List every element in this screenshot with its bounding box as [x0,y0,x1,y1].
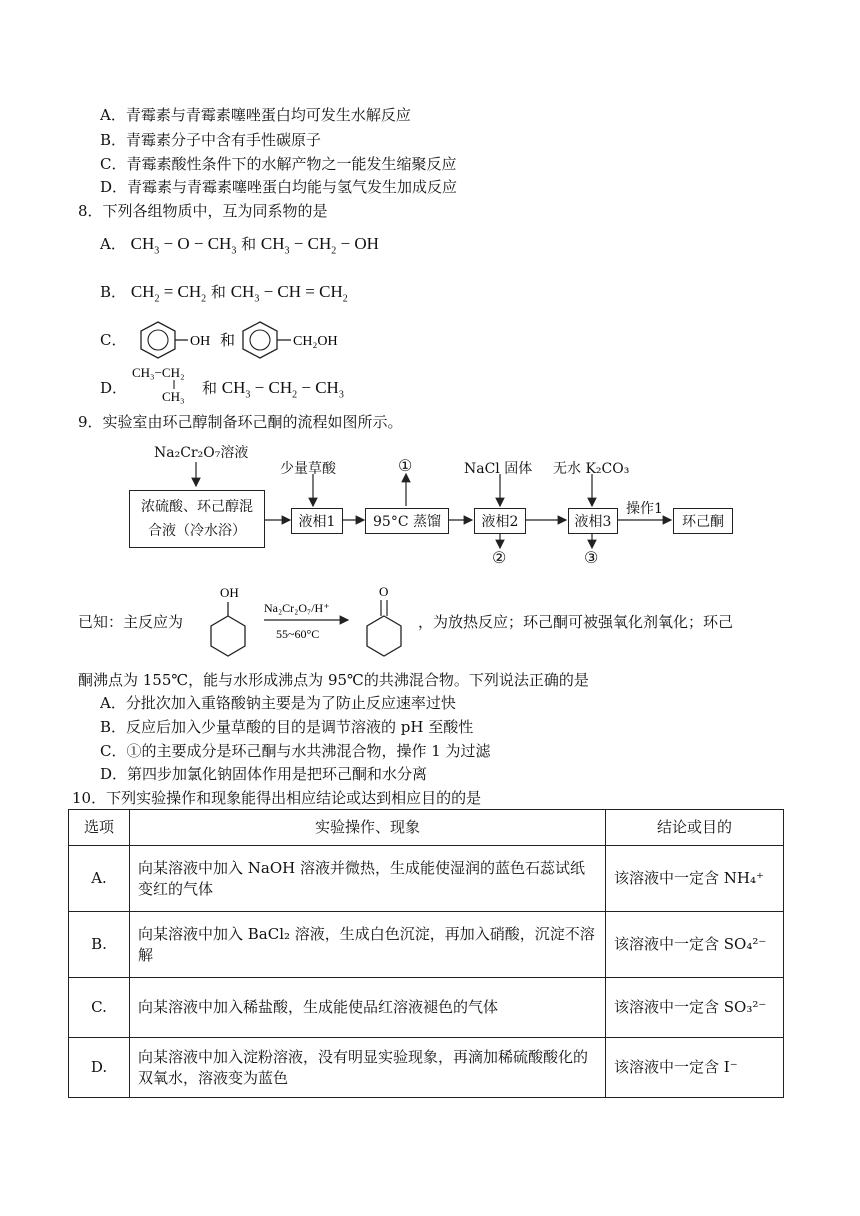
q7-option-d: D．青霉素与青霉素噻唑蛋白均能与氢气发生加成反应 [100,178,458,196]
q8-c-and: 和 [220,331,236,349]
q8-option-a [100,234,379,257]
reaction-temperature: 55~60°C [276,627,320,641]
q9-stem: 9．实验室由环己醇制备环己酮的流程如图所示。 [78,413,403,431]
liquid-phase-3-box: 液相3 [568,508,618,534]
table-header-row [69,810,784,846]
phenol-oh-label: OH [190,334,211,349]
q9-option-a: A．分批次加入重铬酸钠主要是为了防止反应速率过快 [100,694,456,712]
q8-letter-c: C． [100,331,127,349]
reagent-nacl: NaCl 固体 [464,461,533,477]
row-conclusion: 该溶液中一定含 SO₃²⁻ [606,978,784,1038]
phenol-structure [141,322,210,358]
q9-reaction-scheme [196,582,426,662]
header-conclusion: 结论或目的 [606,810,784,846]
q8-a-formula-2: $CH_3 - CH_2$ − OH [260,234,379,257]
q8-b-formula-2: $CH_3$ − CH = $CH_2$ [230,282,348,305]
q9-reaction-prefix: 已知：主反应为 [78,613,184,631]
q8-a-and: 和 [241,235,257,253]
row-conclusion: 该溶液中一定含 I⁻ [606,1038,784,1098]
q7-option-c: C．青霉素酸性条件下的水解产物之一能发生缩聚反应 [100,155,457,173]
output-1-label: ① [398,456,413,475]
q9-option-c: C．①的主要成分是环己酮与水共沸混合物，操作 1 为过滤 [100,742,491,760]
table-row [69,1038,784,1098]
reaction-reagent: Na₂Cr₂O₇/H⁺ [264,601,330,615]
q9-option-d: D．第四步加氯化钠固体作用是把环己酮和水分离 [100,765,428,783]
row-operation: 向某溶液中加入 BaCl₂ 溶液，生成白色沉淀，再加入硝酸，沉淀不溶解 [130,912,606,978]
q8-option-b [100,282,348,305]
reagent-oxalic-acid: 少量草酸 [280,461,336,477]
q8-stem: 8．下列各组物质中，互为同系物的是 [78,202,328,220]
isobutane-bottom: CH₃ [162,389,185,404]
start-box-line-2: 合液（冷水浴） [148,523,246,539]
q8-d-and: 和 [202,379,218,397]
q8-d-formula: $CH_3 - CH_2 - CH_3$ [221,378,344,401]
q10-stem: 10．下列实验操作和现象能得出相应结论或达到相应目的的是 [72,789,482,807]
isobutane-top: CH₃−CH₂ [132,365,185,380]
q8-d-rest [202,378,344,401]
q8-c-structures [128,318,358,364]
table-row [69,846,784,912]
row-option: D. [69,1038,130,1098]
q8-letter-b: B． [100,283,127,301]
benzyl-ch2oh-label: CH₂OH [293,334,338,349]
reagent-na2cr2o7: Na₂Cr₂O₇溶液 [154,445,249,461]
start-mixture-box [129,490,265,548]
q9-reaction-line-2: 酮沸点为 155℃，能与水形成沸点为 95℃的共沸混合物。下列说法正确的是 [78,671,589,689]
benzyl-alcohol-structure [243,322,338,358]
liquid-phase-2-box: 液相2 [474,508,526,534]
q8-letter-a: A． [100,235,126,253]
operation-1-label: 操作1 [626,501,663,517]
product-cyclohexanone-box: 环己酮 [673,508,733,534]
q8-b-formula-1: $CH_2 = CH_2$ [130,282,207,305]
q8-a-formula-1: $CH_3 - O - CH_3$ [130,234,237,257]
row-operation: 向某溶液中加入淀粉溶液，没有明显实验现象，再滴加稀硫酸酸化的双氧水，溶液变为蓝色 [130,1038,606,1098]
liquid-phase-1-box: 液相1 [291,508,343,534]
table-row [69,912,784,978]
cyclohexanol-oh-label: OH [220,585,239,600]
q9-reaction-suffix: ，为放热反应；环己酮可被强氧化剂氧化；环己 [418,613,734,631]
cyclohexanone-o-label: O [379,584,389,599]
row-conclusion: 该溶液中一定含 NH₄⁺ [606,846,784,912]
cyclohexanone-structure [367,584,401,656]
q10-table [68,809,784,1098]
q8-d-isobutane [128,362,204,404]
row-operation: 向某溶液中加入 NaOH 溶液并微热，生成能使湿润的蓝色石蕊试纸变红的气体 [130,846,606,912]
row-operation: 向某溶液中加入稀盐酸，生成能使品红溶液褪色的气体 [130,978,606,1038]
header-option: 选项 [69,810,130,846]
table-row [69,978,784,1038]
start-box-line-1: 浓硫酸、环己醇混 [141,499,253,515]
header-operation: 实验操作、现象 [130,810,606,846]
output-2-label: ② [492,548,507,567]
output-3-label: ③ [584,548,599,567]
q7-option-a: A．青霉素与青霉素噻唑蛋白均可发生水解反应 [100,106,411,124]
row-option: A. [69,846,130,912]
q8-b-and: 和 [210,283,226,301]
reagent-k2co3: 无水 K₂CO₃ [553,461,630,477]
q7-option-b: B．青霉素分子中含有手性碳原子 [100,131,322,149]
row-option: C. [69,978,130,1038]
row-conclusion: 该溶液中一定含 SO₄²⁻ [606,912,784,978]
row-option: B. [69,912,130,978]
q9-option-b: B．反应后加入少量草酸的目的是调节溶液的 pH 至酸性 [100,718,474,736]
q8-letter-d: D． [100,379,128,397]
cyclohexanol-structure [211,585,245,656]
distillation-box: 95°C 蒸馏 [365,508,449,534]
